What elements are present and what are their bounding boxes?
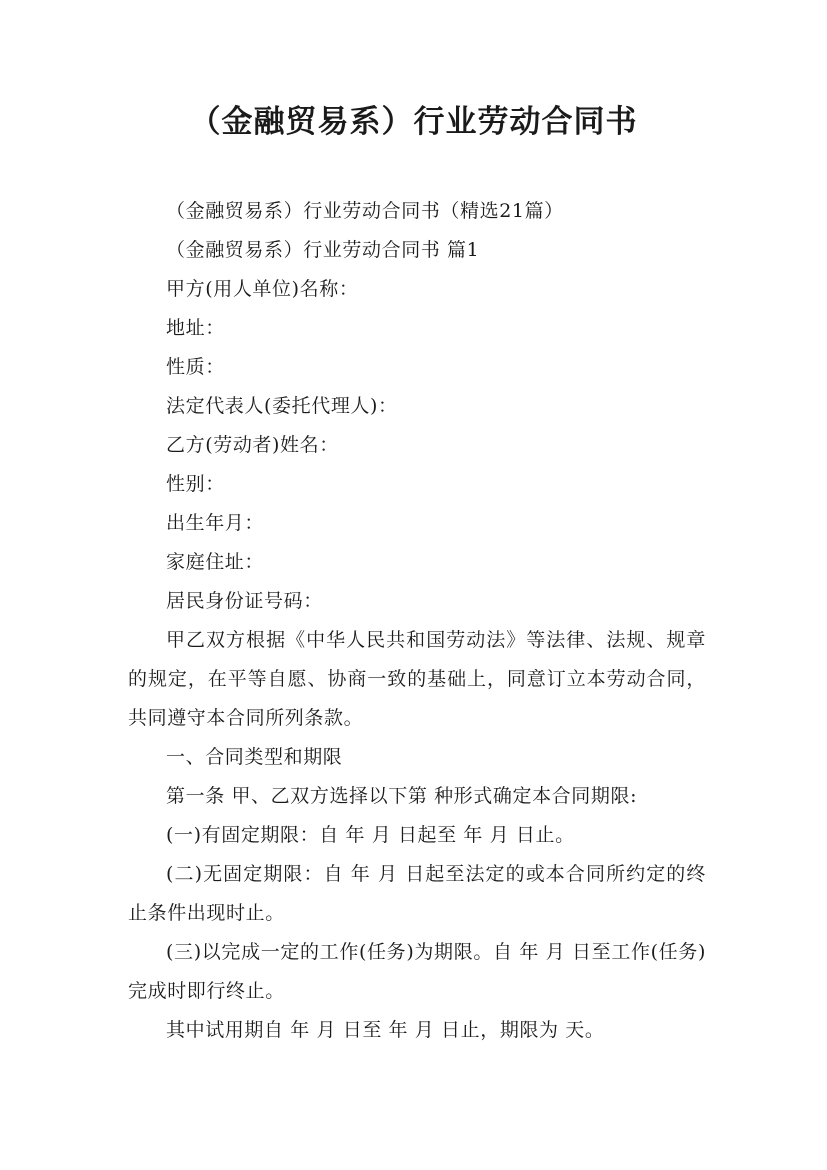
- paragraph-open-term: (二)无固定期限：自 年 月 日起至法定的或本合同所约定的终止条件出现时止。: [128, 863, 706, 924]
- paragraph-task-term: (三)以完成一定的工作(任务)为期限。自 年 月 日至工作(任务)完成时即行终止。: [128, 941, 706, 1002]
- paragraph-part-heading: （金融贸易系）行业劳动合同书 篇1: [166, 239, 480, 261]
- paragraph-probation: 其中试用期自 年 月 日至 年 月 日止，期限为 天。: [166, 1019, 605, 1041]
- paragraph-birth-date: 出生年月：: [166, 512, 265, 534]
- paragraph-article-1: 第一条 甲、乙双方选择以下第 种形式确定本合同期限:: [166, 785, 638, 807]
- paragraph-fixed-term: (一)有固定期限：自 年 月 日起至 年 月 日止。: [166, 824, 575, 846]
- document-body: [128, 192, 706, 1050]
- paragraph-nature: 性质：: [166, 356, 225, 378]
- paragraph-home-address: 家庭住址：: [166, 551, 265, 573]
- paragraph-party-a-name: 甲方(用人单位)名称：: [166, 278, 359, 300]
- paragraph-party-b-name: 乙方(劳动者)姓名：: [166, 434, 339, 456]
- paragraph-subtitle: （金融贸易系）行业劳动合同书（精选21篇）: [166, 200, 564, 222]
- paragraph-address: 地址：: [166, 317, 225, 339]
- paragraph-section-heading: 一、合同类型和期限: [166, 746, 343, 768]
- paragraph-legal-representative: 法定代表人(委托代理人)：: [166, 395, 398, 417]
- paragraph-preamble: 甲乙双方根据《中华人民共和国劳动法》等法律、法规、规章的规定，在平等自愿、协商一致的基础上，同意订立本劳动合同，共同遵守本合同所列条款。: [128, 629, 706, 729]
- document-title: （金融贸易系）行业劳动合同书: [189, 104, 638, 140]
- paragraph-id-number: 居民身份证号码：: [166, 590, 323, 612]
- paragraph-gender: 性别：: [166, 473, 225, 495]
